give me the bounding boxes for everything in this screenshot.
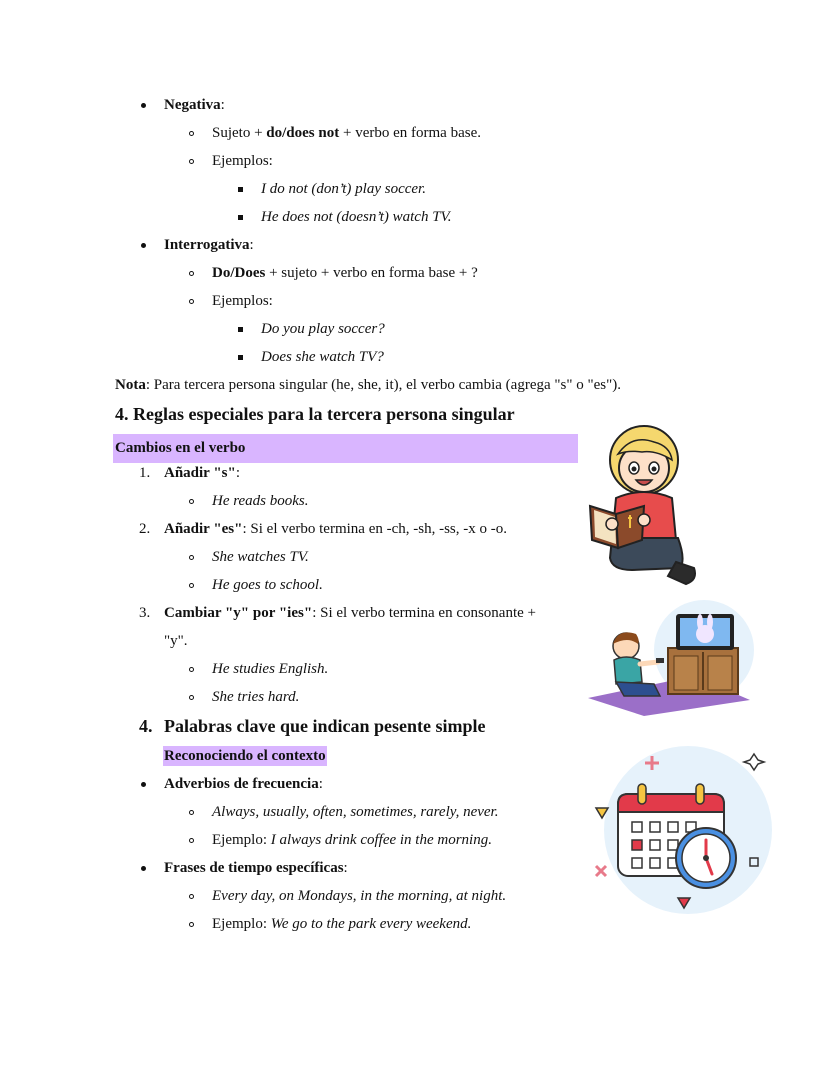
rule-example: He goes to school. xyxy=(212,577,323,593)
rule-number: 3. xyxy=(139,605,151,621)
adverbios-item: Adverbios de frecuencia: xyxy=(164,776,323,792)
rule-item: Cambiar "y" por "ies": Si el verbo termina en consonante + xyxy=(164,605,537,621)
bullet xyxy=(141,103,146,108)
bullet xyxy=(189,555,194,560)
bullet xyxy=(141,866,146,871)
context-tag: Reconociendo el contexto xyxy=(164,748,326,764)
bullet xyxy=(189,499,194,504)
rule-example: She tries hard. xyxy=(212,689,300,705)
negativa-example: I do not (don’t) play soccer. xyxy=(261,181,426,197)
bullet xyxy=(189,271,194,276)
negativa-structure: Sujeto + do/does not + verbo en forma base. xyxy=(212,125,481,141)
adverbios-list: Always, usually, often, sometimes, rarely, never. xyxy=(212,804,499,820)
child-reading-illustration xyxy=(582,420,702,592)
section-number: 4. xyxy=(139,716,153,736)
bullet xyxy=(141,243,146,248)
bullet xyxy=(189,894,194,899)
interrogativa-example: Does she watch TV? xyxy=(261,349,384,365)
negativa-title: Negativa xyxy=(164,97,221,113)
bullet xyxy=(189,299,194,304)
bullet xyxy=(189,695,194,700)
interrogativa-structure: Do/Does + sujeto + verbo en forma base + ? xyxy=(212,265,478,281)
frases-list: Every day, on Mondays, in the morning, at night. xyxy=(212,888,507,904)
negativa-example: He does not (doesn’t) watch TV. xyxy=(261,209,452,225)
bullet xyxy=(189,159,194,164)
frases-example: Ejemplo: We go to the park every weekend. xyxy=(212,916,472,932)
bullet xyxy=(189,667,194,672)
rule-number: 1. xyxy=(139,465,151,481)
rule-example: She watches TV. xyxy=(212,549,309,565)
frases-item: Frases de tiempo específicas: xyxy=(164,860,348,876)
bullet xyxy=(238,355,243,360)
bullet xyxy=(141,782,146,787)
section-heading: 4. Reglas especiales para la tercera persona singular xyxy=(115,404,515,424)
bullet xyxy=(189,131,194,136)
nota-paragraph: Nota: Para tercera persona singular (he, she, it), el verbo cambia (agrega "s" o "es"). xyxy=(115,377,621,393)
adverbios-example: Ejemplo: I always drink coffee in the morning. xyxy=(212,832,492,848)
rule-item: Añadir "es": Si el verbo termina en -ch, -sh, -ss, -x o -o. xyxy=(164,521,508,537)
negativa-item: Negativa: xyxy=(164,97,225,113)
rule-item-continued: "y". xyxy=(164,633,188,649)
interrogativa-title: Interrogativa xyxy=(164,237,250,253)
interrogativa-example: Do you play soccer? xyxy=(261,321,385,337)
interrogativa-item: Interrogativa: xyxy=(164,237,254,253)
bullet xyxy=(189,838,194,843)
interrogativa-examples-label: Ejemplos: xyxy=(212,293,273,309)
rule-number: 2. xyxy=(139,521,151,537)
bullet xyxy=(238,327,243,332)
rule-example: He studies English. xyxy=(212,661,329,677)
bullet xyxy=(189,583,194,588)
bullet xyxy=(238,187,243,192)
negativa-examples-label: Ejemplos: xyxy=(212,153,273,169)
section-heading: Palabras clave que indican pesente simple xyxy=(164,716,486,736)
bullet xyxy=(189,922,194,927)
child-watching-tv-illustration xyxy=(584,600,760,718)
calendar-clock-illustration xyxy=(588,742,772,914)
rule-example: He reads books. xyxy=(212,493,309,509)
section-band: Cambios en el verbo xyxy=(113,434,578,463)
bullet xyxy=(238,215,243,220)
rule-item: Añadir "s": xyxy=(164,465,240,481)
bullet xyxy=(189,810,194,815)
